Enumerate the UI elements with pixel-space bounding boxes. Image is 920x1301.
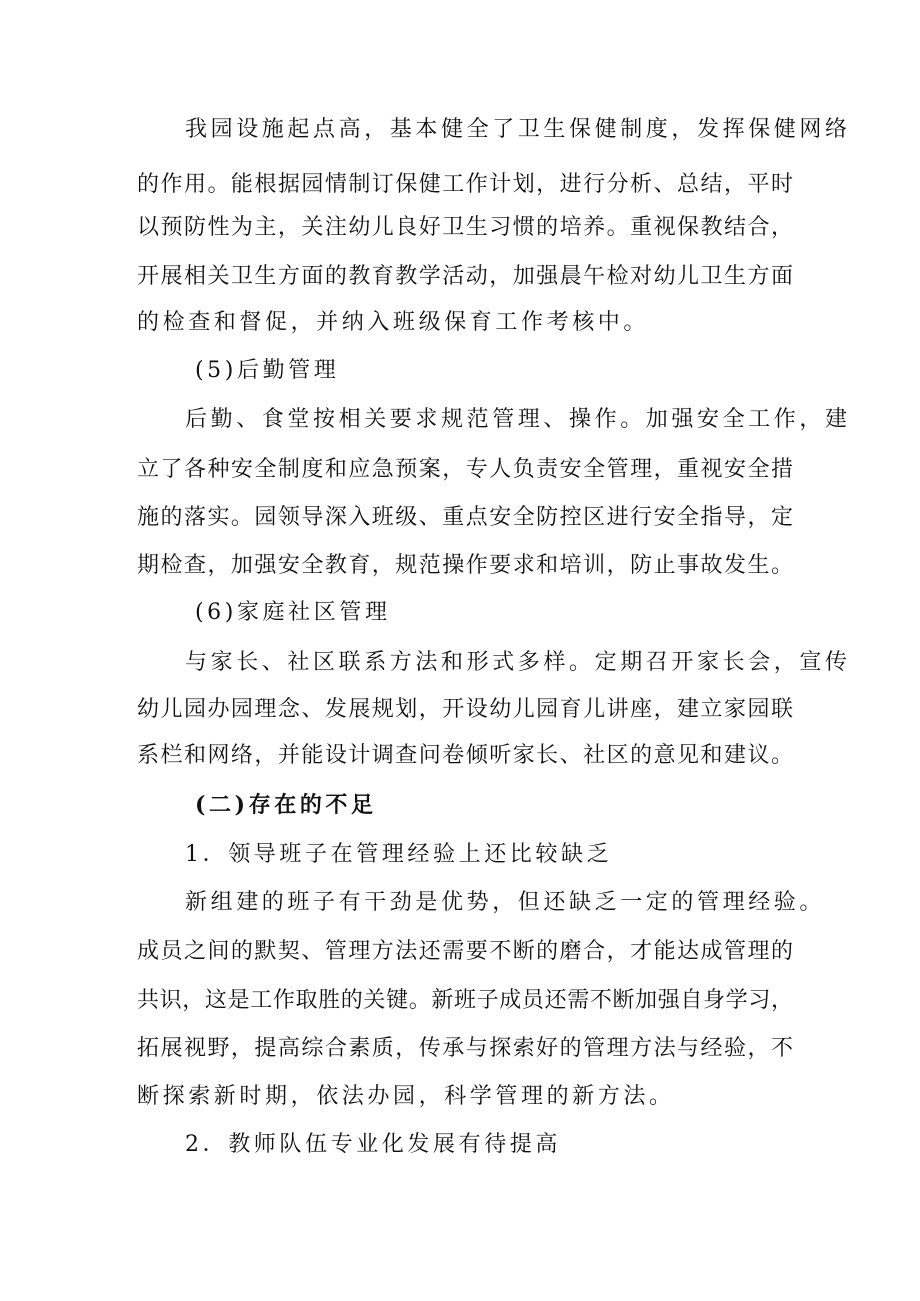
paragraph-leadership-line-1: 新组建的班子有干劲是优势，但还缺乏一定的管理经验。 bbox=[185, 890, 826, 915]
paragraph-leadership-line-5: 断探索新时期，依法办园，科学管理的新方法。 bbox=[137, 1084, 675, 1109]
paragraph-health-line-4: 开展相关卫生方面的教育教学活动，加强晨午检对幼儿卫生方面 bbox=[137, 264, 793, 289]
paragraph-logistics-line-4: 期检查，加强安全教育，规范操作要求和培训，防止事故发生。 bbox=[137, 553, 793, 578]
paragraph-logistics-line-1: 后勤、食堂按相关要求规范管理、操作。加强安全工作，建 bbox=[185, 407, 851, 432]
paragraph-leadership-line-3: 共识，这是工作取胜的关键。新班子成员还需不断加强自身学习， bbox=[137, 988, 793, 1013]
paragraph-health-line-5: 的检查和督促，并纳入班级保育工作考核中。 bbox=[137, 310, 650, 335]
paragraph-family-line-2: 幼儿园办园理念、发展规划，开设幼儿园育儿讲座，建立家园联 bbox=[137, 697, 793, 722]
item-heading-teachers: 2．教师队伍专业化发展有待提高 bbox=[185, 1132, 561, 1157]
paragraph-health-line-1: 我园设施起点高，基本健全了卫生保健制度，发挥保健网络 bbox=[185, 117, 851, 142]
section-heading-shortcomings: (二)存在的不足 bbox=[195, 792, 377, 818]
paragraph-family-line-3: 系栏和网络，并能设计调查问卷倾听家长、社区的意见和建议。 bbox=[137, 743, 793, 768]
paragraph-family-line-1: 与家长、社区联系方法和形式多样。定期召开家长会，宣传 bbox=[185, 650, 851, 675]
paragraph-leadership-line-4: 拓展视野，提高综合素质，传承与探索好的管理方法与经验，不 bbox=[137, 1036, 793, 1061]
paragraph-health-line-3: 以预防性为主，关注幼儿良好卫生习惯的培养。重视保教结合， bbox=[137, 215, 793, 240]
paragraph-logistics-line-2: 立了各种安全制度和应急预案，专人负责安全管理，重视安全措 bbox=[137, 457, 793, 482]
heading-logistics: (5)后勤管理 bbox=[195, 358, 340, 383]
item-heading-leadership: 1．领导班子在管理经验上还比较缺乏 bbox=[185, 842, 613, 867]
paragraph-health-line-2: 的作用。能根据园情制订保健工作计划，进行分析、总结，平时 bbox=[137, 172, 793, 197]
paragraph-leadership-line-2: 成员之间的默契、管理方法还需要不断的磨合，才能达成管理的 bbox=[137, 939, 793, 964]
paragraph-logistics-line-3: 施的落实。园领导深入班级、重点安全防控区进行安全指导，定 bbox=[137, 505, 793, 530]
heading-family-community: (6)家庭社区管理 bbox=[195, 600, 391, 625]
